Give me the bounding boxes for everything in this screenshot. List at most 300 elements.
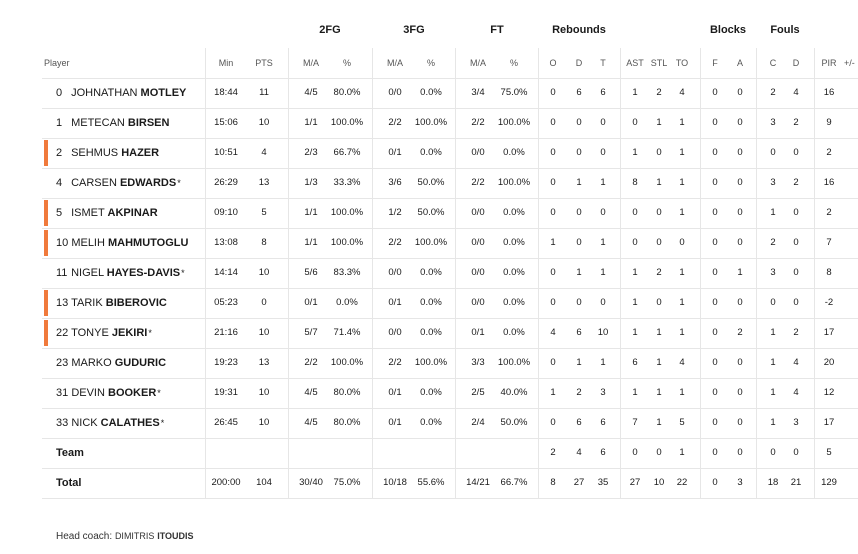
cell-stl: 0 xyxy=(656,447,662,458)
cell-to: 5 xyxy=(679,417,685,428)
cell-2fg-ma: 4/5 xyxy=(304,387,318,398)
cell-to: 1 xyxy=(679,297,685,308)
cell-reb-t: 10 xyxy=(597,327,609,338)
header-3fg-ma[interactable]: M/A xyxy=(386,58,403,68)
player-name-link[interactable] xyxy=(56,378,161,408)
player-last-name: JEKIRI xyxy=(111,327,148,339)
cell-foul-d: 2 xyxy=(793,327,799,338)
player-first-name: NIGEL xyxy=(71,267,104,279)
cell-3fg-pct: 100.0% xyxy=(414,117,448,128)
cell-2fg-ma: 1/1 xyxy=(304,117,318,128)
cell-ft-ma: 2/2 xyxy=(471,177,485,188)
cell-2fg-pct: 75.0% xyxy=(333,477,361,488)
cell-reb-t: 0 xyxy=(600,147,606,158)
cell-3fg-pct xyxy=(411,438,451,468)
cell-pir: 7 xyxy=(826,237,832,248)
player-name-link[interactable] xyxy=(56,168,181,198)
cell-reb-o: 1 xyxy=(550,387,556,398)
cell-to: 1 xyxy=(679,147,685,158)
cell-to: 4 xyxy=(679,87,685,98)
cell-reb-o: 0 xyxy=(550,417,556,428)
cell-pts: 8 xyxy=(261,237,267,248)
cell-3fg-ma: 0/0 xyxy=(388,87,402,98)
cell-3fg-ma: 2/2 xyxy=(388,117,402,128)
player-number: 31 xyxy=(56,387,69,399)
cell-2fg-ma: 1/3 xyxy=(304,177,318,188)
cell-3fg-ma xyxy=(375,438,415,468)
player-name-link[interactable] xyxy=(56,348,167,378)
cell-ft-pct: 0.0% xyxy=(503,237,525,248)
cell-blk-a: 0 xyxy=(737,387,743,398)
player-number: 2 xyxy=(56,147,63,159)
cell-3fg-pct: 0.0% xyxy=(420,87,442,98)
cell-2fg-pct: 33.3% xyxy=(333,177,361,188)
cell-reb-d: 6 xyxy=(576,327,582,338)
cell-pir: 20 xyxy=(823,357,835,368)
group-2fg: 2FG xyxy=(319,24,341,36)
cell-ft-pct: 0.0% xyxy=(503,297,525,308)
cell-foul-d: 21 xyxy=(790,477,802,488)
cell-foul-d: 0 xyxy=(793,237,799,248)
cell-reb-o: 0 xyxy=(550,177,556,188)
group-rebounds: Rebounds xyxy=(552,24,606,36)
highlight-marker xyxy=(44,320,48,346)
header-stl[interactable]: STL xyxy=(650,58,668,68)
player-first-name: JOHNATHAN xyxy=(71,87,138,99)
player-last-name: BOOKER xyxy=(108,387,157,399)
cell-min: 13:08 xyxy=(214,237,238,248)
cell-reb-d: 0 xyxy=(576,237,582,248)
cell-reb-o: 2 xyxy=(550,447,556,458)
cell-2fg-ma: 1/1 xyxy=(304,237,318,248)
cell-min: 09:10 xyxy=(214,207,238,218)
cell-3fg-pct: 50.0% xyxy=(417,207,445,218)
cell-3fg-ma: 0/0 xyxy=(388,267,402,278)
highlight-marker xyxy=(44,200,48,226)
player-name-link[interactable] xyxy=(56,228,189,258)
cell-ft-ma: 14/21 xyxy=(466,477,490,488)
cell-2fg-pct: 80.0% xyxy=(333,387,361,398)
cell-stl: 1 xyxy=(656,177,662,188)
cell-ft-pct: 100.0% xyxy=(497,117,531,128)
cell-ast: 1 xyxy=(632,327,638,338)
cell-blk-a: 2 xyxy=(737,327,743,338)
starter-mark: * xyxy=(177,178,181,188)
cell-pts xyxy=(244,438,284,468)
cell-reb-o: 0 xyxy=(550,357,556,368)
cell-min: 18:44 xyxy=(214,87,238,98)
cell-ft-pct: 66.7% xyxy=(500,477,528,488)
player-number: 13 xyxy=(56,297,69,309)
player-last-name: EDWARDS xyxy=(119,177,177,189)
player-last-name: HAZER xyxy=(121,147,160,159)
header-foul-c[interactable]: C xyxy=(769,58,777,68)
cell-blk-f: 0 xyxy=(712,147,718,158)
cell-reb-d: 0 xyxy=(576,117,582,128)
cell-blk-f: 0 xyxy=(712,177,718,188)
cell-blk-a: 0 xyxy=(737,357,743,368)
cell-2fg-pct: 100.0% xyxy=(330,117,364,128)
cell-blk-a: 0 xyxy=(737,87,743,98)
table-row xyxy=(42,198,858,229)
cell-3fg-ma: 0/0 xyxy=(388,327,402,338)
header-to[interactable]: TO xyxy=(675,58,689,68)
cell-stl: 10 xyxy=(653,477,665,488)
cell-reb-t: 0 xyxy=(600,297,606,308)
table-header xyxy=(42,48,858,79)
cell-ast: 6 xyxy=(632,357,638,368)
header-plus-minus[interactable]: +/- xyxy=(844,58,855,68)
cell-foul-c: 0 xyxy=(770,447,776,458)
player-last-name: AKPINAR xyxy=(107,207,158,219)
cell-foul-d: 0 xyxy=(793,297,799,308)
player-name-link[interactable] xyxy=(56,258,185,288)
cell-2fg-pct: 80.0% xyxy=(333,87,361,98)
header-2fg-ma[interactable]: M/A xyxy=(302,58,319,68)
cell-2fg-pct: 100.0% xyxy=(330,207,364,218)
cell-reb-o: 0 xyxy=(550,207,556,218)
cell-foul-c: 0 xyxy=(770,297,776,308)
cell-2fg-ma: 5/7 xyxy=(304,327,318,338)
cell-pir: 17 xyxy=(823,327,835,338)
cell-reb-t: 1 xyxy=(600,177,606,188)
cell-foul-d: 4 xyxy=(793,87,799,98)
header-reb-d[interactable]: D xyxy=(575,58,583,68)
highlight-marker xyxy=(44,290,48,316)
cell-3fg-pct: 100.0% xyxy=(414,237,448,248)
cell-blk-f: 0 xyxy=(712,237,718,248)
cell-blk-f: 0 xyxy=(712,207,718,218)
cell-blk-f: 0 xyxy=(712,447,718,458)
cell-ft-ma: 3/4 xyxy=(471,87,485,98)
cell-stl: 0 xyxy=(656,237,662,248)
cell-pir: 8 xyxy=(826,267,832,278)
cell-blk-a: 0 xyxy=(737,447,743,458)
cell-blk-f: 0 xyxy=(712,87,718,98)
cell-2fg-ma: 4/5 xyxy=(304,417,318,428)
cell-to: 22 xyxy=(676,477,688,488)
team-label: Team xyxy=(56,447,84,459)
cell-stl: 1 xyxy=(656,417,662,428)
cell-reb-d: 0 xyxy=(576,147,582,158)
cell-ast: 1 xyxy=(632,387,638,398)
header-2fg-pct[interactable]: % xyxy=(342,58,351,68)
cell-blk-f: 0 xyxy=(712,417,718,428)
table-row xyxy=(42,258,858,289)
player-first-name: DEVIN xyxy=(71,387,105,399)
cell-pts: 13 xyxy=(258,177,270,188)
cell-ft-pct: 50.0% xyxy=(500,417,528,428)
cell-foul-c: 1 xyxy=(770,327,776,338)
player-name-link[interactable] xyxy=(56,408,164,438)
cell-min xyxy=(206,438,246,468)
header-pts[interactable]: PTS xyxy=(255,58,273,68)
cell-min: 26:45 xyxy=(214,417,238,428)
cell-2fg-pct: 80.0% xyxy=(333,417,361,428)
head-coach-first-name: DIMITRIS xyxy=(114,531,155,541)
cell-reb-o: 4 xyxy=(550,327,556,338)
cell-reb-d: 4 xyxy=(576,447,582,458)
cell-2fg-pct: 100.0% xyxy=(330,357,364,368)
table-row xyxy=(42,348,858,379)
player-first-name: TONYE xyxy=(71,327,109,339)
cell-reb-o: 1 xyxy=(550,237,556,248)
cell-blk-a: 0 xyxy=(737,207,743,218)
cell-3fg-pct: 0.0% xyxy=(420,297,442,308)
cell-pir: 16 xyxy=(823,87,835,98)
cell-pir: 2 xyxy=(826,207,832,218)
cell-reb-t: 0 xyxy=(600,117,606,128)
cell-3fg-ma: 10/18 xyxy=(383,477,407,488)
header-3fg-pct[interactable]: % xyxy=(426,58,435,68)
cell-reb-o: 0 xyxy=(550,297,556,308)
cell-min: 21:16 xyxy=(214,327,238,338)
header-min[interactable]: Min xyxy=(218,58,234,68)
cell-ft-ma: 2/2 xyxy=(471,117,485,128)
header-blk-f[interactable]: F xyxy=(712,58,718,68)
cell-blk-f: 0 xyxy=(712,357,718,368)
cell-pir: 17 xyxy=(823,417,835,428)
player-name-link[interactable] xyxy=(56,78,187,108)
starter-mark: * xyxy=(181,268,185,278)
cell-3fg-ma: 1/2 xyxy=(388,207,402,218)
cell-ft-ma xyxy=(458,438,498,468)
player-first-name: METECAN xyxy=(71,117,125,129)
cell-foul-c: 2 xyxy=(770,237,776,248)
cell-stl: 1 xyxy=(656,387,662,398)
cell-pts: 10 xyxy=(258,387,270,398)
table-row xyxy=(42,108,858,139)
header-reb-t[interactable]: T xyxy=(600,58,606,68)
cell-foul-d: 0 xyxy=(793,147,799,158)
group-ft: FT xyxy=(490,24,504,36)
cell-3fg-pct: 0.0% xyxy=(420,267,442,278)
cell-foul-d: 2 xyxy=(793,117,799,128)
cell-ft-pct: 0.0% xyxy=(503,147,525,158)
cell-foul-d: 0 xyxy=(793,267,799,278)
cell-3fg-ma: 0/1 xyxy=(388,387,402,398)
cell-to: 0 xyxy=(679,237,685,248)
cell-3fg-pct: 50.0% xyxy=(417,177,445,188)
cell-reb-t: 1 xyxy=(600,267,606,278)
cell-reb-t: 1 xyxy=(600,237,606,248)
cell-foul-c: 3 xyxy=(770,267,776,278)
player-name-link[interactable] xyxy=(56,288,168,318)
head-coach xyxy=(56,531,194,542)
cell-ft-pct: 40.0% xyxy=(500,387,528,398)
group-fouls: Fouls xyxy=(770,24,800,36)
cell-blk-f: 0 xyxy=(712,327,718,338)
cell-ft-ma: 0/0 xyxy=(471,267,485,278)
cell-ast: 0 xyxy=(632,117,638,128)
player-number: 1 xyxy=(56,117,63,129)
cell-blk-a: 0 xyxy=(737,177,743,188)
cell-blk-f: 0 xyxy=(712,117,718,128)
cell-to: 1 xyxy=(679,447,685,458)
cell-foul-c: 1 xyxy=(770,417,776,428)
cell-to: 1 xyxy=(679,177,685,188)
cell-foul-c: 3 xyxy=(770,117,776,128)
table-row xyxy=(42,168,858,199)
player-last-name: BIRSEN xyxy=(127,117,170,129)
player-number: 5 xyxy=(56,207,63,219)
header-ft-pct[interactable]: % xyxy=(509,58,518,68)
cell-2fg-ma: 0/1 xyxy=(304,297,318,308)
cell-to: 1 xyxy=(679,267,685,278)
cell-to: 1 xyxy=(679,117,685,128)
cell-ast: 1 xyxy=(632,87,638,98)
cell-stl: 2 xyxy=(656,87,662,98)
cell-foul-d: 2 xyxy=(793,177,799,188)
player-name-link[interactable] xyxy=(56,318,152,348)
cell-reb-t: 6 xyxy=(600,417,606,428)
cell-ft-pct xyxy=(494,438,534,468)
header-foul-d[interactable]: D xyxy=(792,58,800,68)
cell-reb-d: 6 xyxy=(576,87,582,98)
cell-blk-a: 0 xyxy=(737,147,743,158)
player-first-name: TARIK xyxy=(71,297,103,309)
cell-2fg-ma: 2/2 xyxy=(304,357,318,368)
cell-min: 10:51 xyxy=(214,147,238,158)
cell-ast: 0 xyxy=(632,207,638,218)
cell-foul-d: 4 xyxy=(793,387,799,398)
cell-3fg-pct: 55.6% xyxy=(417,477,445,488)
group-3fg: 3FG xyxy=(403,24,425,36)
team-row xyxy=(42,438,858,469)
cell-3fg-ma: 0/1 xyxy=(388,147,402,158)
cell-blk-a: 0 xyxy=(737,417,743,428)
cell-foul-c: 0 xyxy=(770,147,776,158)
cell-2fg-ma: 2/3 xyxy=(304,147,318,158)
cell-2fg-ma: 4/5 xyxy=(304,87,318,98)
cell-ft-ma: 3/3 xyxy=(471,357,485,368)
cell-reb-o: 0 xyxy=(550,267,556,278)
player-number: 33 xyxy=(56,417,69,429)
cell-stl: 0 xyxy=(656,147,662,158)
cell-ft-ma: 0/1 xyxy=(471,327,485,338)
head-coach-last-name: ITOUDIS xyxy=(157,531,194,541)
cell-pir: 5 xyxy=(826,447,832,458)
cell-blk-f: 0 xyxy=(712,387,718,398)
cell-foul-c: 1 xyxy=(770,207,776,218)
player-name-link[interactable] xyxy=(56,138,160,168)
cell-blk-a: 3 xyxy=(737,477,743,488)
player-first-name: MELIH xyxy=(71,237,105,249)
cell-reb-d: 1 xyxy=(576,357,582,368)
cell-pts: 10 xyxy=(258,117,270,128)
cell-blk-f: 0 xyxy=(712,477,718,488)
cell-foul-d: 4 xyxy=(793,357,799,368)
cell-pir: 2 xyxy=(826,147,832,158)
player-number: 4 xyxy=(56,177,63,189)
cell-ft-ma: 0/0 xyxy=(471,237,485,248)
cell-pir: 12 xyxy=(823,387,835,398)
cell-stl: 1 xyxy=(656,327,662,338)
header-player[interactable]: Player xyxy=(44,58,70,68)
cell-2fg-pct xyxy=(327,438,367,468)
cell-foul-c: 2 xyxy=(770,87,776,98)
cell-reb-t: 6 xyxy=(600,87,606,98)
player-number: 22 xyxy=(56,327,69,339)
cell-stl: 0 xyxy=(656,207,662,218)
cell-2fg-ma xyxy=(291,438,331,468)
cell-ast: 7 xyxy=(632,417,638,428)
table-row xyxy=(42,138,858,169)
cell-reb-o: 8 xyxy=(550,477,556,488)
cell-blk-a: 0 xyxy=(737,237,743,248)
cell-pts: 0 xyxy=(261,297,267,308)
cell-reb-d: 2 xyxy=(576,387,582,398)
header-reb-o[interactable]: O xyxy=(549,58,557,68)
cell-reb-t: 1 xyxy=(600,357,606,368)
cell-2fg-ma: 5/6 xyxy=(304,267,318,278)
cell-foul-c: 18 xyxy=(767,477,779,488)
starter-mark: * xyxy=(148,328,152,338)
cell-reb-d: 0 xyxy=(576,297,582,308)
cell-3fg-pct: 0.0% xyxy=(420,327,442,338)
cell-3fg-ma: 0/1 xyxy=(388,417,402,428)
cell-reb-t: 0 xyxy=(600,207,606,218)
player-name-link[interactable] xyxy=(56,108,170,138)
cell-blk-a: 0 xyxy=(737,297,743,308)
cell-pts: 4 xyxy=(261,147,267,158)
player-number: 23 xyxy=(56,357,69,369)
cell-stl: 0 xyxy=(656,297,662,308)
cell-min: 19:23 xyxy=(214,357,238,368)
starter-mark: * xyxy=(157,388,161,398)
cell-pts: 11 xyxy=(259,87,269,98)
player-first-name: MARKO xyxy=(71,357,112,369)
cell-foul-d: 3 xyxy=(793,417,799,428)
cell-2fg-pct: 66.7% xyxy=(333,147,361,158)
cell-2fg-pct: 0.0% xyxy=(336,297,358,308)
player-name-link[interactable] xyxy=(56,198,159,228)
cell-reb-d: 27 xyxy=(573,477,585,488)
cell-2fg-pct: 83.3% xyxy=(333,267,361,278)
header-ast[interactable]: AST xyxy=(626,58,644,68)
cell-min: 26:29 xyxy=(214,177,238,188)
player-last-name: MOTLEY xyxy=(140,87,187,99)
header-ft-ma[interactable]: M/A xyxy=(469,58,486,68)
cell-min: 200:00 xyxy=(211,477,241,488)
cell-3fg-pct: 0.0% xyxy=(420,387,442,398)
head-coach-label: Head coach: xyxy=(56,531,113,542)
cell-foul-c: 1 xyxy=(770,387,776,398)
cell-reb-t: 35 xyxy=(597,477,609,488)
header-pir[interactable]: PIR xyxy=(821,58,837,68)
cell-reb-d: 1 xyxy=(576,177,582,188)
cell-pts: 13 xyxy=(258,357,270,368)
cell-3fg-ma: 3/6 xyxy=(388,177,402,188)
cell-stl: 2 xyxy=(656,267,662,278)
player-last-name: HAYES-DAVIS xyxy=(106,267,181,279)
table-row xyxy=(42,228,858,259)
player-number: 11 xyxy=(56,267,68,279)
cell-ft-pct: 0.0% xyxy=(503,207,525,218)
cell-3fg-ma: 2/2 xyxy=(388,357,402,368)
table-row xyxy=(42,78,858,109)
table-row xyxy=(42,378,858,409)
header-blk-a[interactable]: A xyxy=(736,58,743,68)
cell-3fg-ma: 0/1 xyxy=(388,297,402,308)
cell-pts: 5 xyxy=(261,207,267,218)
cell-pts: 10 xyxy=(258,417,270,428)
cell-2fg-pct: 100.0% xyxy=(330,237,364,248)
cell-reb-t: 6 xyxy=(600,447,606,458)
cell-reb-d: 1 xyxy=(576,267,582,278)
player-first-name: CARSEN xyxy=(71,177,117,189)
cell-ast: 27 xyxy=(629,477,641,488)
